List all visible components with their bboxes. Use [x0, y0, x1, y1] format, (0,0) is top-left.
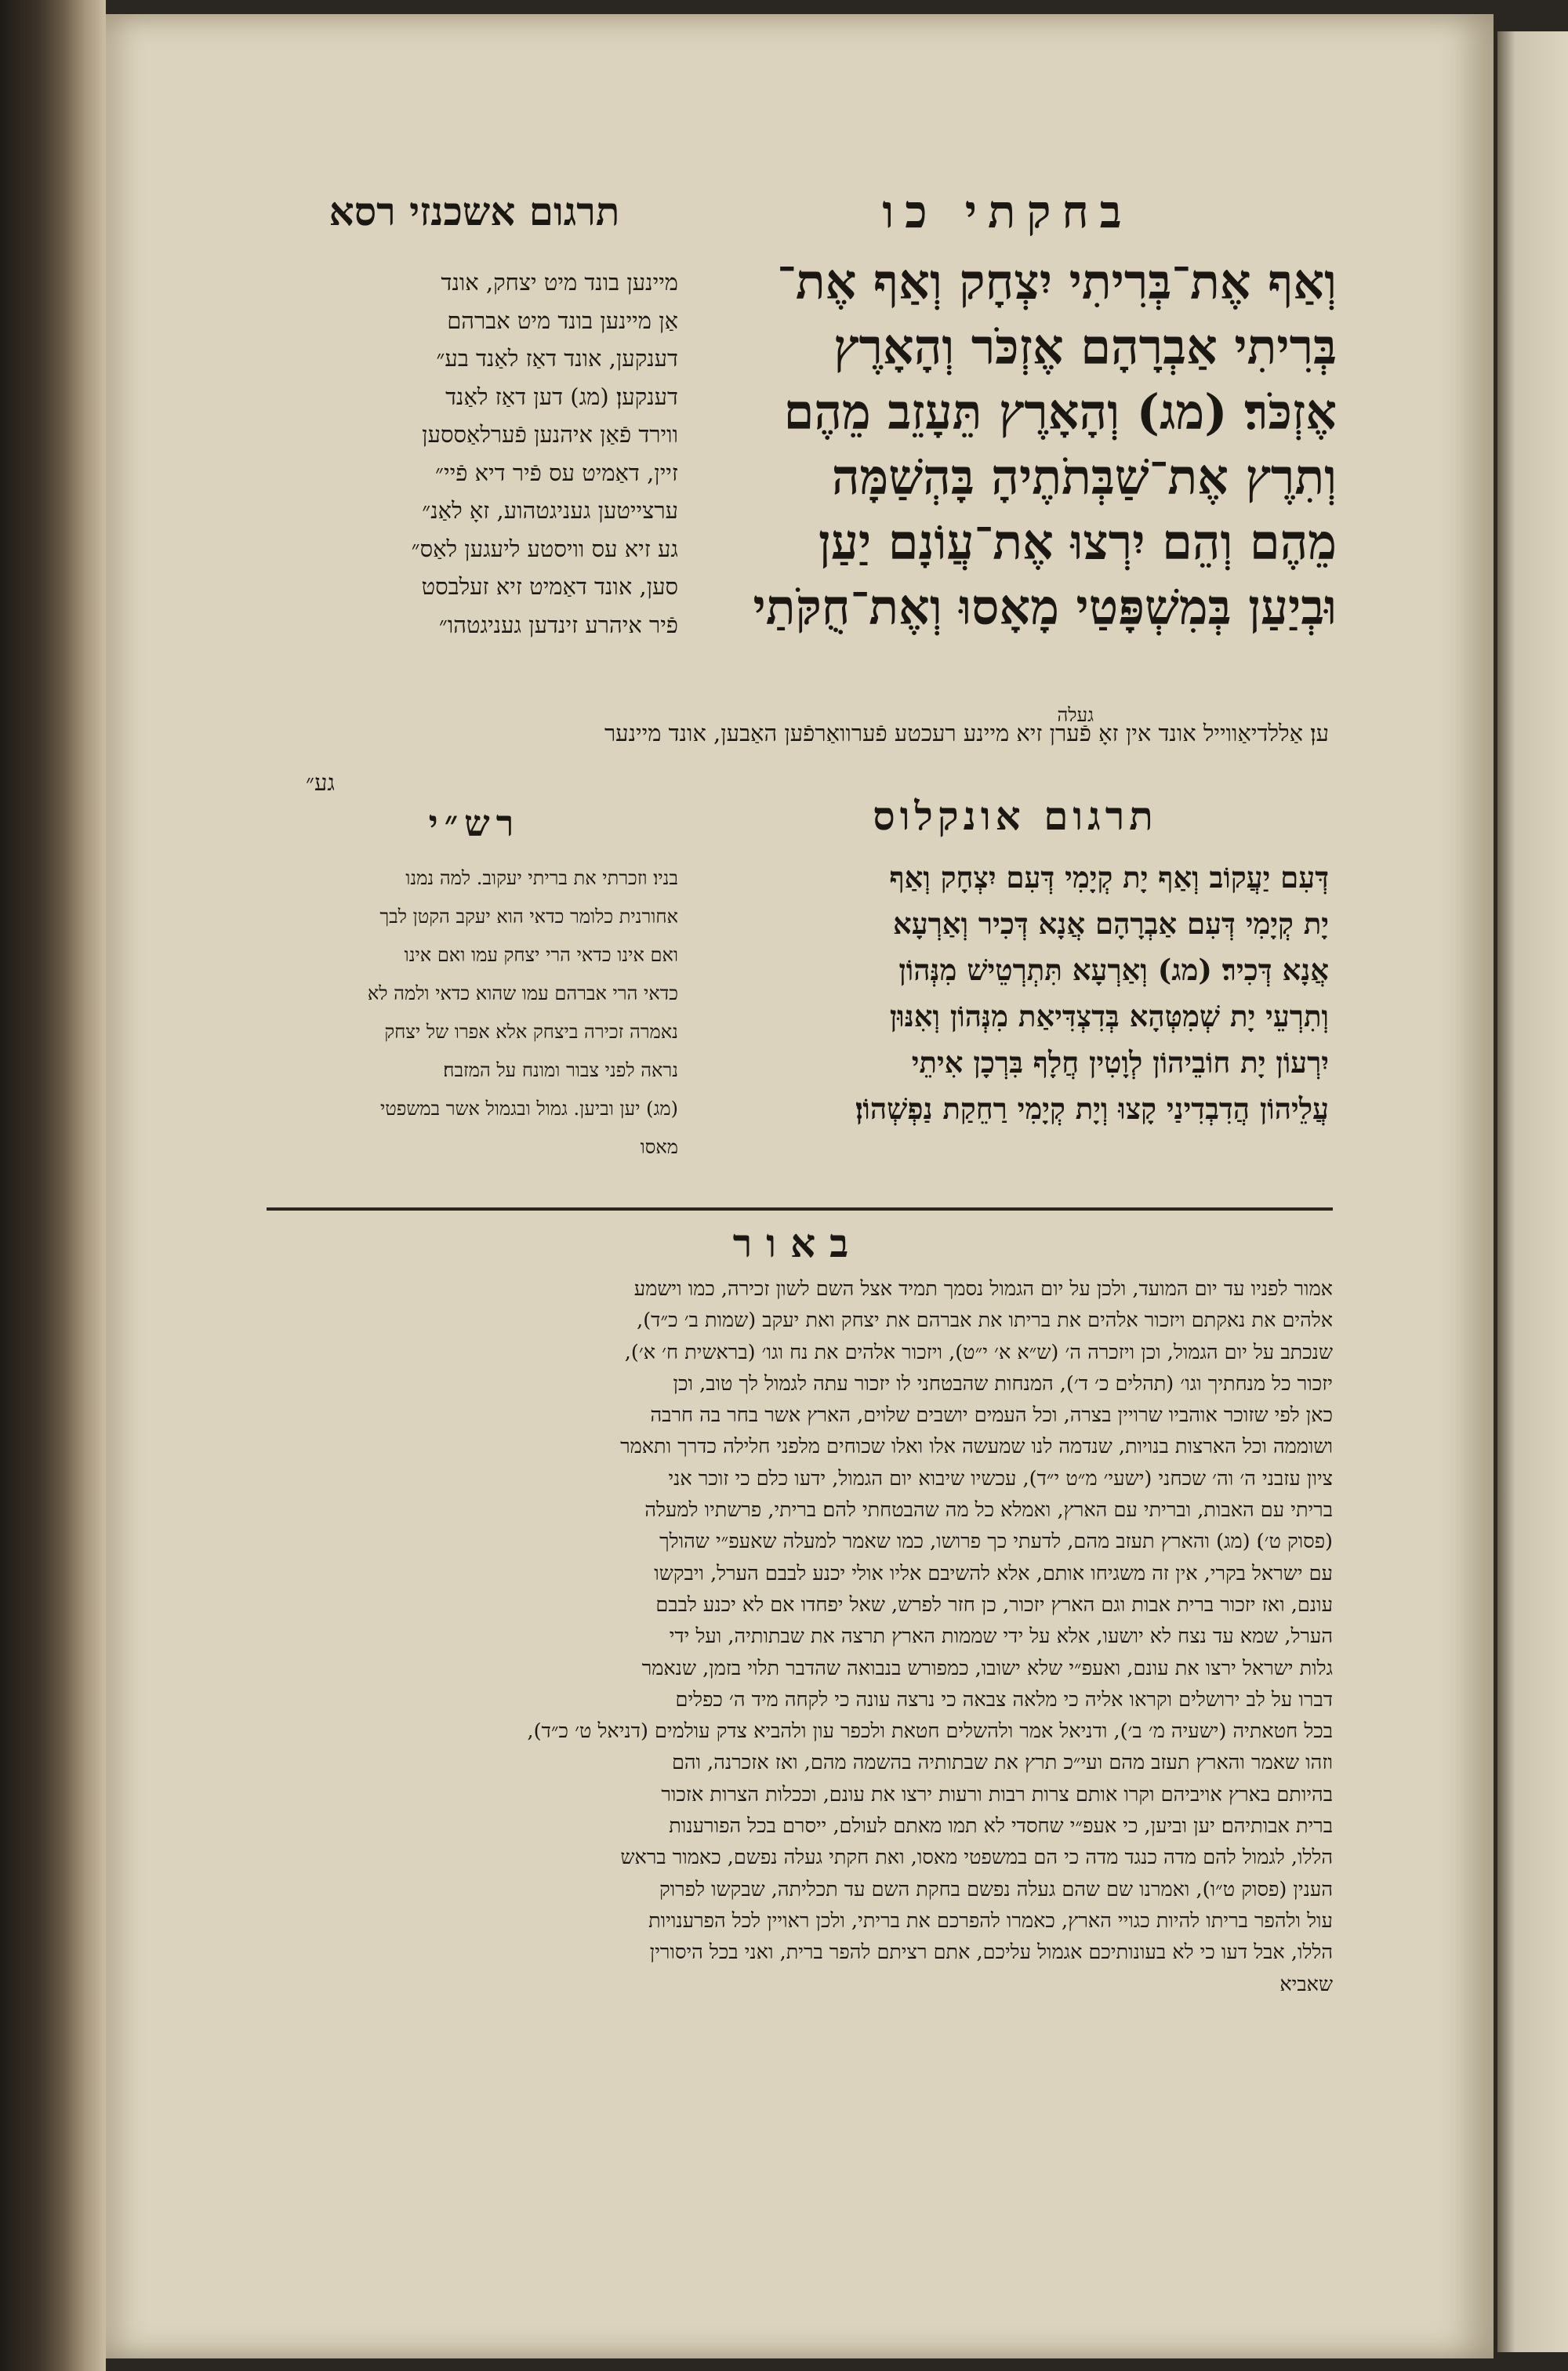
section-divider	[267, 1207, 1333, 1211]
rashi-line: נאמרה זכירה ביצחק אלא אפרו של יצחק	[384, 1021, 678, 1043]
rashi-title: רש״י	[428, 802, 521, 844]
onkelos-line: וְתִרְעֵי יָת שְׁמִטְּהָא בְּדִצְדִּיאַת מִנְּהוֹן וְאִנּוּן	[889, 999, 1329, 1033]
rashi-text	[270, 859, 678, 1167]
biur-line: בריתי עם האבות, ובריתי עם הארץ, ואמלא כל מה שהבטחתי להם׃ בריתי, פרשתיו למעלה	[644, 1498, 1333, 1523]
biur-line: ברית אבותיהם׃ יען וביען, כי אעפ״י שחסדי לא תמו מאתם לעולם, ייסרם בכל הפורענות	[669, 1814, 1333, 1839]
biur-line: עונם, ואז יזכור ברית אבות וגם הארץ יזכור, כן חזר לפרש, שאל יפחדו אם לא יכנע לבבם	[655, 1592, 1333, 1617]
onkelos-line: אֲנָא דְּכִיר׃ (מג) וְאַרְעָא תִּתְרְטֵישׁ מִנְּהוֹן	[898, 953, 1329, 987]
translation-line: דענקען׃ (מג) דען דאַז לאַנד	[445, 383, 678, 410]
biur-line: שנכתב על יום הגמול, וכן ויזכרה ה׳ (ש״א א׳ י״ט), ויזכור אלהים את נח וגו׳ (בראשית ח׳ א׳),	[624, 1340, 1333, 1364]
biur-line: שאביא	[1279, 1972, 1333, 1996]
rashi-line: אחורנית כלומר כדאי הוא יעקב הקטן לבך	[379, 906, 678, 928]
german-translation	[270, 263, 678, 644]
biur-line: הערל, שמא עד נצח לא יושעו, אלא על ידי שממות הארץ תרצה את שבתותיה, ועל ידי	[669, 1625, 1333, 1649]
catchword: געלה	[1057, 704, 1094, 726]
biur-commentary	[263, 1273, 1333, 2000]
translation-line: גע זיא עס וויסטע ליעגען לאַס״	[411, 535, 678, 562]
onkelos-line: עֲלֵיהוֹן הֲדִבְדִינַי קָצוּ וְיָת קְיָמִי רַחֵקַת נַפְשְׁהוֹן׃	[855, 1091, 1329, 1126]
biur-line: כאן לפי שזוכר אוהביו שרויין בצרה, וכל העמים יושבים שלוים, הארץ אשר בחר בה חרבה	[650, 1403, 1333, 1428]
verse-line: אֶזְכֹּר׃ (מג) וְהָאָרֶץ תֵּעָזֵב מֵהֶם	[783, 383, 1337, 441]
onkelos-line: יָת קְיָמִי דְּעִם אַבְרָהָם אֲנָא דְּכִיר וְאַרְעָא	[892, 906, 1329, 941]
biur-line: וזהו שאמר והארץ תעזב מהם ועי״כ תרץ את שבתותיה בהשמה מהם, ואז אזכרנה, והם	[671, 1751, 1333, 1775]
onkelos-line: יִרְעוֹן יָת חוֹבֵיהוֹן לְוָטִין חֲלָף בִּרְכָן אִיתֵי	[911, 1045, 1329, 1080]
rashi-line: (מג) יען וביען. גמול ובגמול אשר במשפטי	[379, 1098, 678, 1120]
running-head-side: תרגום אשכנזי רסא	[328, 188, 620, 234]
verse-line: וּבְיַעַן בְּמִשְׁפָּטַי מָאָסוּ וְאֶת־חֻקֹּתַי	[753, 579, 1337, 636]
biur-line: יזכור כל מנחתיך וגו׳ (תהלים כ׳ ד׳), המנחות שהבטחני לו יזכור עתה לגמול לך טוב, וכן	[673, 1371, 1333, 1396]
rashi-line: ואם אינו כדאי הרי יצחק עמו ואם אינו	[404, 944, 678, 966]
translation-line: פֿיר איהרע זינדען געניגטהו״	[438, 611, 678, 638]
translation-continuation-end: גע״	[305, 769, 335, 796]
onkelos-title: תרגום אונקלוס	[873, 793, 1158, 839]
biur-line: אלהים את נאקתם ויזכור אלהים את בריתו את אברהם את יצחק ואת יעקב (שמות ב׳ כ״ד),	[637, 1309, 1333, 1333]
biur-line: (פסוק ט׳)׃ (מג) והארץ תעזב מהם, לדעתי כך פרושו, כמו שאמר למעלה שאעפ״י שהולך	[659, 1530, 1333, 1554]
verse-line: בְּרִיתִי אַבְרָהָם אֶזְכֹּר וְהָאָרֶץ	[833, 318, 1337, 376]
biur-line: עול ולהפר בריתו להיות כגויי הארץ, כאמרו להפרכם את בריתי, ולכן ראויין לכל הפרענויות	[648, 1908, 1333, 1933]
biur-line: הללו, לגמול להם מדה כנגד מדה כי הם במשפטי מאסו, ואת חקתי געלה נפשם, כאמור בראש	[620, 1846, 1333, 1870]
book-page	[106, 14, 1494, 2358]
biur-line: בכל חטאתיה (ישעיה מ׳ ב׳), ודניאל אמר ולהשלים חטאת ולכפר עון ולהביא צדק עולמים (דניאל ט׳ כ״ד),	[527, 1719, 1333, 1744]
translation-line: ערצייטען געניגטהוע, זאָ לאַנ״	[422, 497, 678, 524]
facing-page-edge	[1497, 31, 1568, 2352]
translation-line: מיינען בונד מיט יצחק, אונד	[441, 269, 678, 296]
rashi-line: כדאי הרי אברהם עמו שהוא כדאי ולמה לא	[367, 982, 678, 1004]
biur-line: אמור לפניו עד יום המועד, ולכן על יום הגמול נסמך תמיד אצל השם לשון זכירה, כמו וישמע	[633, 1277, 1333, 1301]
running-head-main: בחקתי כו	[882, 185, 1133, 238]
translation-line: ווירד פֿאַן איהנען פֿערלאַססען	[422, 421, 678, 448]
rashi-line: מאסו	[640, 1136, 678, 1158]
onkelos-line: דְּעִם יַעֲקוֹב וְאַף יָת קְיָמִי דְּעִם יִצְחָק וְאַף	[889, 860, 1329, 895]
rashi-line: בניו׃ וזכרתי את בריתי יעקוב. למה נמנו	[405, 867, 678, 889]
translation-line: זיין, דאַמיט עס פֿיר דיא פֿיי״	[435, 459, 678, 486]
biur-line: בהיותם בארץ אויביהם וקרו אותם צרות רבות ורעות ירצו את עונם, וככלות הצרות אזכור	[661, 1782, 1333, 1806]
biur-title: באור	[732, 1220, 863, 1266]
onkelos-text	[686, 855, 1329, 1132]
rashi-line: נראה לפני צבור ומונח על המזבח׃	[443, 1059, 678, 1081]
biur-line: הענין (פסוק ט״ו), ואמרנו שם שהם געלה נפשם בחקת השם עד תכליתה, שבקשו לפרוק	[659, 1877, 1333, 1901]
verse-line: וְאַף אֶת־בְּרִיתִי יִצְחָק וְאַף אֶת־	[777, 253, 1337, 310]
translation-line: סען, אונד דאַמיט זיא זעלבסט	[421, 573, 678, 600]
verse-line: וְתִרֶץ אֶת־שַׁבְּתֹתֶיהָ בָּהְשַׁמָּה	[831, 448, 1337, 506]
book-edge-left	[0, 0, 106, 2371]
translation-line: אַן מיינען בונד מיט אברהם	[447, 307, 678, 334]
biur-line: הללו, אבל דעו כי לא בעונותיכם אגמול עליכם, אתם רציתם להפר ברית, ואני בכל היסורין	[649, 1941, 1333, 1965]
translation-line: דענקען, אונד דאַז לאַנד בע״	[436, 345, 678, 372]
verse-line: מֵהֶם וְהֵם יִרְצוּ אֶת־עֲוֹנָם יַעַן	[818, 514, 1337, 571]
biur-line: ושוממה וכל הארצות בנויות, שנדמה לנו שמעשה אלו ואלו שכוחים מלפני חלילה כדרך ותאמר	[620, 1435, 1333, 1459]
scripture-verse	[670, 249, 1337, 640]
biur-line: דברו על לב ירושלים וקראו אליה כי מלאה צבאה כי נרצה עונה כי לקחה מיד ה׳ כפלים	[675, 1687, 1333, 1712]
biur-line: עם ישראל בקרי, אין זה משגיחו אותם, אלא להשיבם אליו אולי יכנע לבבם הערל, ויבקשו	[654, 1561, 1333, 1585]
translation-continuation: ען׃ אַללדיאַווייל אונד אין זאָ פֿערן זיא מיינע רעכטע פֿערוואַרפֿען האַבען, אונד מיינער	[604, 720, 1329, 746]
biur-line: ציון עזבני ה׳ וה׳ שכחני (ישעי׳ מ״ט י״ד), עכשיו שיבוא יום הגמול, ידעו כלם כי זוכר אני	[668, 1466, 1333, 1490]
biur-line: גלות ישראל ירצו את עונם, ואעפ״י שלא ישובו, כמפורש בנבואה שהדבר תלוי בזמן, שנאמר	[641, 1656, 1333, 1680]
